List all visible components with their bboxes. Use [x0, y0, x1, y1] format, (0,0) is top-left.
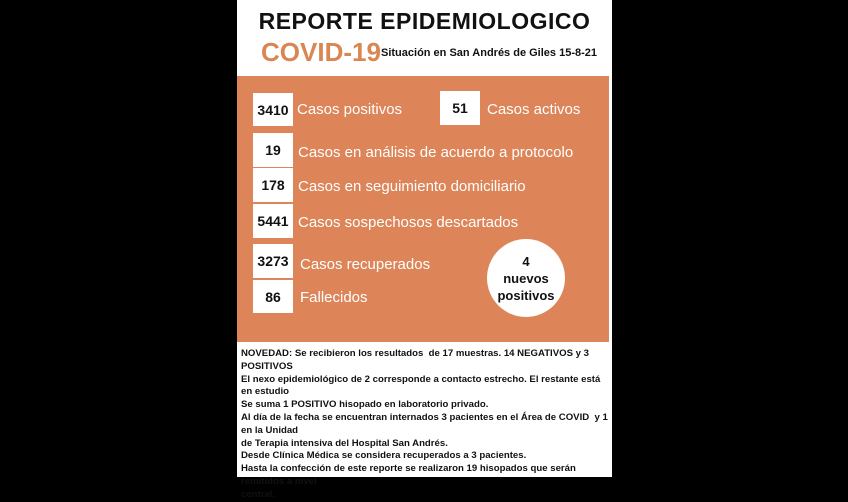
note-line: Al día de la fecha se encuentran internados 3 pacientes en el Área de COVID y 1 en la Unidad	[241, 411, 611, 436]
new-positives-line2: positivos	[497, 287, 555, 303]
recovered-cases-value: 3273	[253, 244, 293, 278]
covid-heading: COVID-19	[261, 37, 381, 67]
home-followup-value: 178	[253, 168, 293, 202]
note-line: Desde Clínica Médica se considera recuperados a 3 pacientes.	[241, 450, 527, 462]
note-line: El nexo epidemiológico de 2 corresponde a contacto estrecho. El restante está en estudio	[241, 373, 604, 398]
home-followup-label: Casos en seguimiento domiciliario	[298, 178, 526, 195]
positive-cases-value: 3410	[253, 93, 293, 126]
analysis-cases-label: Casos en análisis de acuerdo a protocolo	[298, 144, 574, 161]
stats-panel	[237, 76, 609, 342]
report-title: REPORTE EPIDEMIOLOGICO	[258, 8, 591, 34]
discarded-cases-label: Casos sospechosos descartados	[298, 214, 519, 231]
report-sheet	[237, 0, 612, 500]
situation-subtitle: Situación en San Andrés de Giles 15-8-21	[381, 47, 597, 59]
deceased-label: Fallecidos	[300, 289, 368, 306]
note-line: central.	[241, 488, 276, 500]
active-cases-value: 51	[440, 91, 480, 125]
note-line: Hasta la confección de este reporte se realizaron 19 hisopados que serán remitidos a nivel	[241, 463, 579, 487]
deceased-value: 86	[253, 280, 293, 313]
new-positives-line1: nuevos	[503, 270, 549, 286]
new-positives-badge	[487, 239, 565, 317]
note-line: Se suma 1 POSITIVO hisopado en laboratorio privado.	[241, 399, 489, 411]
note-line: de Terapia intensiva del Hospital San Andrés.	[241, 437, 448, 449]
discarded-cases-value: 5441	[253, 204, 293, 238]
positive-cases-label: Casos positivos	[297, 101, 403, 118]
active-cases-label: Casos activos	[487, 101, 581, 118]
recovered-cases-label: Casos recuperados	[300, 256, 431, 273]
note-line: NOVEDAD: Se recibieron los resultados de 17 muestras. 14 NEGATIVOS y 3 POSITIVOS	[241, 348, 592, 372]
new-positives-number: 4	[522, 253, 530, 269]
analysis-cases-value: 19	[253, 133, 293, 167]
news-notes	[241, 348, 611, 502]
